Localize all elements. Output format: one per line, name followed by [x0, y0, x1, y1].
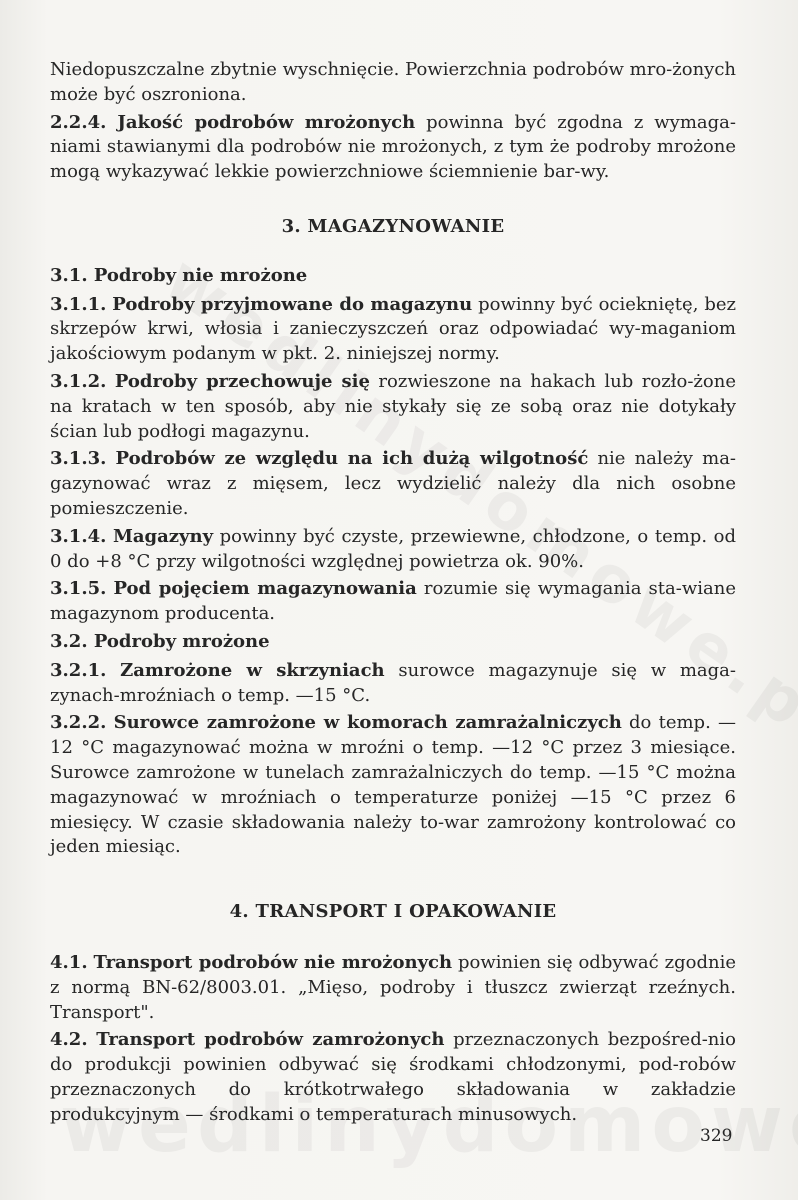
paragraph-2-2-4 [50, 111, 736, 185]
paragraph-continuation: Niedopuszczalne zbytnie wyschnięcie. Powierzchnia podrobów mro-żonych może być oszroniona. [50, 59, 736, 105]
paragraph-3-1-2 [50, 370, 736, 444]
bold-lead: Podrobów ze względu na ich dużą wilgotność [115, 448, 589, 470]
subheading-3-1: 3.1. Podroby nie mrożone [50, 264, 308, 286]
paragraph-text: do temp. —12 °C magazynować można w mroźni o temp. —12 °C przez 3 miesiące. Surowce zamrożone w tunelach zamrażalniczych do temp. —15 °C można magazynować w mroźniach o temperaturze poniżej —15 °C przez 6 miesięcy. W czasie składowania należy to-war zamrożony kontrolować co jeden miesiąc. [50, 712, 736, 858]
section-number: 3.1.5. [50, 578, 107, 600]
section-number: 3.1.4. [50, 525, 107, 547]
subheading-3-2: 3.2. Podroby mrożone [50, 630, 270, 652]
bold-lead: Magazyny [112, 525, 214, 547]
bold-lead: Podroby przechowuje się [114, 370, 370, 392]
paragraph-text: powinna być zgodna z wymaga-niami stawianymi dla podrobów nie mrożonych, z tym że podroby mrożone mogą wykazywać lekkie powierzchniowe ściemnienie bar-wy. [50, 111, 736, 183]
page-number: 329 [700, 1126, 733, 1146]
paragraph-text: rozumie się wymagania sta-wiane magazynom producenta. [50, 578, 736, 625]
paragraph-text: powinny być ociekniętę, bez skrzepów krwi, włosia i zanieczyszczeń oraz odpowiadać wy-maganiom jakościowym podanym w pkt. 2. niniejszej normy. [50, 293, 736, 365]
paragraph-3-1-5 [50, 577, 736, 627]
bold-lead: Transport podrobów nie mrożonych [93, 951, 453, 973]
paragraph-text: powinien się odbywać zgodnie z normą BN-62/8003.01. „Mięso, podroby i tłuszcz zwierząt rzeźnych. Transport". [50, 951, 736, 1023]
paragraph-text: przeznaczonych bezpośred-nio do produkcji powinien odbywać się środkami chłodzonymi, pod-robów przeznaczonych do krótkotrwałego składowania w zakładzie produkcyjnym — środkami o temperaturach minusowych. [50, 1029, 736, 1125]
paragraph-3-1-4 [50, 525, 736, 575]
section-number: 3.2.1. [50, 659, 107, 681]
paragraph-text: powinny być czyste, przewiewne, chłodzone, o temp. od 0 do +8 °C przy wilgotności względnej powietrza ok. 90%. [50, 525, 736, 572]
paragraph-3-2-2 [50, 711, 736, 860]
section-number: 2.2.4. [50, 111, 107, 133]
paragraph-3-1-3 [50, 447, 736, 521]
section-number: 4.1. [50, 951, 88, 973]
section-number: 3.1.3. [50, 448, 107, 470]
bold-lead: Podroby przyjmowane do magazynu [112, 293, 473, 315]
chapter-heading-3: 3. MAGAZYNOWANIE [281, 215, 505, 237]
paragraph-3-2-1 [50, 659, 736, 709]
chapter-heading-4: 4. TRANSPORT I OPAKOWANIE [229, 901, 557, 923]
paragraph-4-2 [50, 1028, 736, 1127]
bold-lead: Surowce zamrożone w komorach zamrażalniczych [113, 712, 622, 734]
section-number: 3.2.2. [50, 712, 107, 734]
section-number: 3.1.1. [50, 293, 107, 315]
paragraph-text: rozwieszone na hakach lub rozło-żone na kratach w ten sposób, aby nie stykały się ze sobą oraz nie dotykały ścian lub podłogi magazynu. [50, 370, 736, 442]
paragraph-3-1-1 [50, 293, 736, 367]
page-content [50, 58, 736, 1130]
paragraph-text: nie należy ma-gazynować wraz z mięsem, lecz wydzielić należy dla nich osobne pomieszczenie. [50, 448, 737, 519]
bold-lead: Jakość podrobów mrożonych [117, 111, 416, 133]
bold-lead: Pod pojęciem magazynowania [113, 578, 417, 600]
section-number: 3.1.2. [50, 370, 107, 392]
bold-lead: Transport podrobów zamrożonych [96, 1029, 445, 1051]
paragraph-text: surowce magazynuje się w maga-zynach-mroźniach o temp. —15 °C. [50, 659, 736, 706]
section-number: 4.2. [50, 1029, 88, 1051]
paragraph-4-1 [50, 951, 736, 1025]
bold-lead: Zamrożone w skrzyniach [120, 659, 385, 681]
